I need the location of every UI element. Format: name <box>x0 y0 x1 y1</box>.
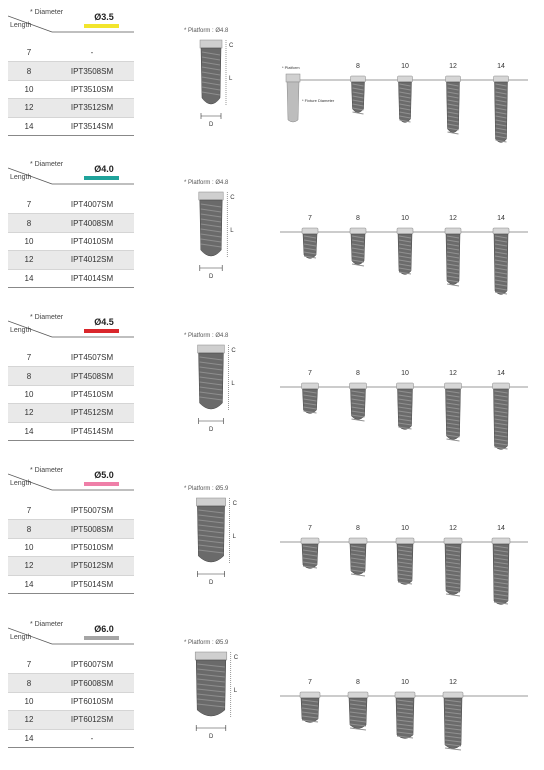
implant-collar <box>200 40 222 48</box>
length-cell: 7 <box>8 656 50 674</box>
length-cell: 10 <box>8 538 50 556</box>
product-code-cell: IPT4508SM <box>50 367 134 385</box>
dimension-d-label: D <box>209 274 214 280</box>
diameter-length-header <box>8 466 134 492</box>
implant-figure <box>301 525 319 569</box>
product-code-cell: IPT4512SM <box>50 404 134 422</box>
table-row <box>8 62 134 80</box>
length-label: Length <box>10 22 32 29</box>
dimension-c-label: C <box>233 655 239 661</box>
length-cell: 12 <box>8 404 50 422</box>
product-code-cell: IPT4010SM <box>50 232 134 250</box>
product-code-cell: IPT4008SM <box>50 214 134 232</box>
length-cell: 14 <box>8 269 50 287</box>
product-section <box>0 160 544 310</box>
legend-fixture-diameter-label: * Fixture Diameter <box>302 98 335 103</box>
implant-dimension-diagram <box>190 496 250 588</box>
implant-length-label: 7 <box>308 215 312 222</box>
product-code-table <box>8 656 134 748</box>
length-cell: 12 <box>8 557 50 575</box>
diameter-color-bar <box>84 482 119 486</box>
product-code-cell: IPT6007SM <box>50 656 134 674</box>
product-code-cell: IPT5010SM <box>50 538 134 556</box>
product-code-cell: IPT6010SM <box>50 692 134 710</box>
length-cell: 12 <box>8 251 50 269</box>
product-code-cell: IPT3508SM <box>50 62 134 80</box>
length-cell: 8 <box>8 367 50 385</box>
implant-length-lineup <box>280 620 530 760</box>
diameter-color-bar <box>84 329 119 333</box>
product-code-cell: IPT6008SM <box>50 674 134 692</box>
length-cell: 10 <box>8 692 50 710</box>
implant-collar <box>199 192 223 200</box>
implant-figure <box>493 370 510 450</box>
platform-label: * Platform : Ø4.8 <box>184 333 229 339</box>
length-label: Length <box>10 480 32 487</box>
diameter-color-bar <box>84 176 119 180</box>
implant-length-lineup <box>280 313 530 453</box>
implant-figure <box>350 370 367 421</box>
table-row <box>8 232 134 250</box>
platform-label: * Platform : Ø5.9 <box>184 486 229 492</box>
diameter-length-header <box>8 8 134 34</box>
table-row <box>8 80 134 98</box>
product-code-cell: IPT4514SM <box>50 422 134 440</box>
legend-platform-label: * Platform <box>282 65 300 70</box>
length-label: Length <box>10 327 32 334</box>
implant-figure <box>300 679 320 723</box>
implant-figure <box>446 63 461 134</box>
length-cell: 8 <box>8 62 50 80</box>
table-row <box>8 711 134 729</box>
product-code-cell: IPT4007SM <box>50 196 134 214</box>
table-row <box>8 656 134 674</box>
implant-length-label: 12 <box>449 525 457 532</box>
table-row <box>8 422 134 440</box>
implant-dimension-diagram <box>190 38 250 130</box>
table-row <box>8 502 134 520</box>
table-row <box>8 520 134 538</box>
implant-figure <box>445 215 461 286</box>
diameter-value: Ø5.0 <box>94 470 114 480</box>
product-code-cell: IPT4012SM <box>50 251 134 269</box>
implant-length-label: 14 <box>497 63 505 70</box>
implant-length-label: 8 <box>356 215 360 222</box>
implant-length-label: 8 <box>356 370 360 377</box>
implant-figure <box>493 215 509 295</box>
implant-collar <box>196 498 225 506</box>
implant-dimension-diagram <box>190 190 250 282</box>
length-cell: 7 <box>8 502 50 520</box>
implant-length-label: 12 <box>449 370 457 377</box>
length-cell: 7 <box>8 44 50 62</box>
dimension-l-label: L <box>232 534 236 540</box>
implant-length-label: 7 <box>308 679 312 686</box>
implant-length-label: 14 <box>497 215 505 222</box>
product-code-cell: IPT3512SM <box>50 99 134 117</box>
implant-figure <box>443 679 463 750</box>
table-row <box>8 196 134 214</box>
product-section <box>0 620 544 770</box>
length-cell: 14 <box>8 117 50 135</box>
dimension-l-label: L <box>229 76 233 82</box>
implant-figure <box>351 63 366 114</box>
product-code-cell: - <box>50 44 134 62</box>
length-cell: 7 <box>8 349 50 367</box>
table-row <box>8 692 134 710</box>
implant-body <box>201 48 221 104</box>
implant-length-label: 14 <box>497 370 505 377</box>
product-code-cell: - <box>50 729 134 747</box>
implant-body <box>197 506 224 562</box>
diameter-length-header <box>8 620 134 646</box>
length-cell: 14 <box>8 575 50 593</box>
product-code-cell: IPT4014SM <box>50 269 134 287</box>
dimension-d-label: D <box>209 427 214 433</box>
diameter-color-bar <box>84 24 119 28</box>
implant-figure <box>350 215 366 266</box>
table-row <box>8 729 134 747</box>
implant-figure <box>445 370 462 441</box>
product-code-cell: IPT4507SM <box>50 349 134 367</box>
length-cell: 14 <box>8 729 50 747</box>
table-row <box>8 117 134 135</box>
implant-length-label: 12 <box>449 215 457 222</box>
diameter-label: * Diameter <box>30 467 64 474</box>
length-cell: 12 <box>8 99 50 117</box>
table-row <box>8 674 134 692</box>
implant-length-label: 12 <box>449 679 457 686</box>
table-row <box>8 575 134 593</box>
product-code-cell: IPT5008SM <box>50 520 134 538</box>
product-section <box>0 313 544 463</box>
product-code-table <box>8 349 134 441</box>
implant-figure <box>492 525 510 605</box>
implant-figure <box>302 370 319 414</box>
length-cell: 10 <box>8 232 50 250</box>
implant-length-label: 7 <box>308 370 312 377</box>
diameter-value: Ø6.0 <box>94 624 114 634</box>
implant-figure <box>348 679 368 730</box>
implant-length-label: 10 <box>401 679 409 686</box>
implant-figure <box>397 370 414 430</box>
platform-legend <box>282 65 335 122</box>
length-cell: 8 <box>8 520 50 538</box>
length-cell: 12 <box>8 711 50 729</box>
product-code-cell: IPT5012SM <box>50 557 134 575</box>
implant-length-label: 10 <box>401 63 409 70</box>
dimension-l-label: L <box>230 228 234 234</box>
table-row <box>8 538 134 556</box>
implant-length-label: 14 <box>497 525 505 532</box>
implant-length-lineup <box>280 160 530 300</box>
product-code-cell: IPT5014SM <box>50 575 134 593</box>
implant-figure <box>494 63 509 143</box>
length-label: Length <box>10 634 32 641</box>
platform-label: * Platform : Ø5.9 <box>184 640 229 646</box>
dimension-c-label: C <box>232 501 237 507</box>
implant-figure <box>397 215 413 275</box>
platform-label: * Platform : Ø4.8 <box>184 28 229 34</box>
implant-collar <box>198 345 225 353</box>
product-code-cell: IPT6012SM <box>50 711 134 729</box>
implant-dimension-diagram <box>190 650 250 742</box>
implant-length-label: 10 <box>401 215 409 222</box>
length-cell: 7 <box>8 196 50 214</box>
implant-body <box>200 200 222 256</box>
implant-figure <box>444 525 462 596</box>
length-cell: 10 <box>8 80 50 98</box>
diameter-value: Ø4.0 <box>94 164 114 174</box>
implant-length-lineup <box>280 466 530 606</box>
product-code-cell: IPT4510SM <box>50 385 134 403</box>
implant-figure <box>395 679 415 739</box>
table-row <box>8 269 134 287</box>
table-row <box>8 214 134 232</box>
table-row <box>8 44 134 62</box>
dimension-c-label: C <box>229 43 234 49</box>
diameter-value: Ø3.5 <box>94 12 114 22</box>
implant-collar <box>195 652 227 660</box>
implant-length-label: 7 <box>308 525 312 532</box>
table-row <box>8 404 134 422</box>
table-row <box>8 557 134 575</box>
dimension-l-label: L <box>233 688 238 694</box>
implant-figure <box>302 215 318 259</box>
table-row <box>8 251 134 269</box>
implant-length-label: 8 <box>356 525 360 532</box>
implant-length-label: 8 <box>356 679 360 686</box>
diameter-label: * Diameter <box>30 9 64 16</box>
diameter-color-bar <box>84 636 119 640</box>
table-row <box>8 385 134 403</box>
product-code-table <box>8 44 134 136</box>
product-section <box>0 8 544 158</box>
dimension-d-label: D <box>209 580 214 586</box>
product-code-cell: IPT5007SM <box>50 502 134 520</box>
table-row <box>8 349 134 367</box>
product-code-cell: IPT3514SM <box>50 117 134 135</box>
implant-figure <box>349 525 367 576</box>
product-section <box>0 466 544 616</box>
implant-length-lineup <box>280 8 530 148</box>
diameter-label: * Diameter <box>30 161 64 168</box>
diameter-label: * Diameter <box>30 314 64 321</box>
implant-dimension-diagram <box>190 343 250 435</box>
diameter-length-header <box>8 313 134 339</box>
diameter-length-header <box>8 160 134 186</box>
product-code-table <box>8 196 134 288</box>
diameter-label: * Diameter <box>30 621 64 628</box>
implant-length-label: 10 <box>401 370 409 377</box>
diameter-value: Ø4.5 <box>94 317 114 327</box>
length-cell: 8 <box>8 674 50 692</box>
dimension-l-label: L <box>231 381 235 387</box>
product-code-table <box>8 502 134 594</box>
implant-figure <box>398 63 413 123</box>
implant-figure <box>396 525 414 585</box>
length-cell: 14 <box>8 422 50 440</box>
length-label: Length <box>10 174 32 181</box>
table-row <box>8 367 134 385</box>
dimension-c-label: C <box>231 348 236 354</box>
implant-length-label: 8 <box>356 63 360 70</box>
dimension-d-label: D <box>209 734 214 740</box>
dimension-c-label: C <box>230 195 235 201</box>
product-code-cell: IPT3510SM <box>50 80 134 98</box>
implant-length-label: 10 <box>401 525 409 532</box>
implant-body <box>196 660 226 716</box>
dimension-d-label: D <box>209 122 214 128</box>
implant-length-label: 12 <box>449 63 457 70</box>
table-row <box>8 99 134 117</box>
implant-body <box>199 353 224 409</box>
length-cell: 10 <box>8 385 50 403</box>
length-cell: 8 <box>8 214 50 232</box>
platform-label: * Platform : Ø4.8 <box>184 180 229 186</box>
